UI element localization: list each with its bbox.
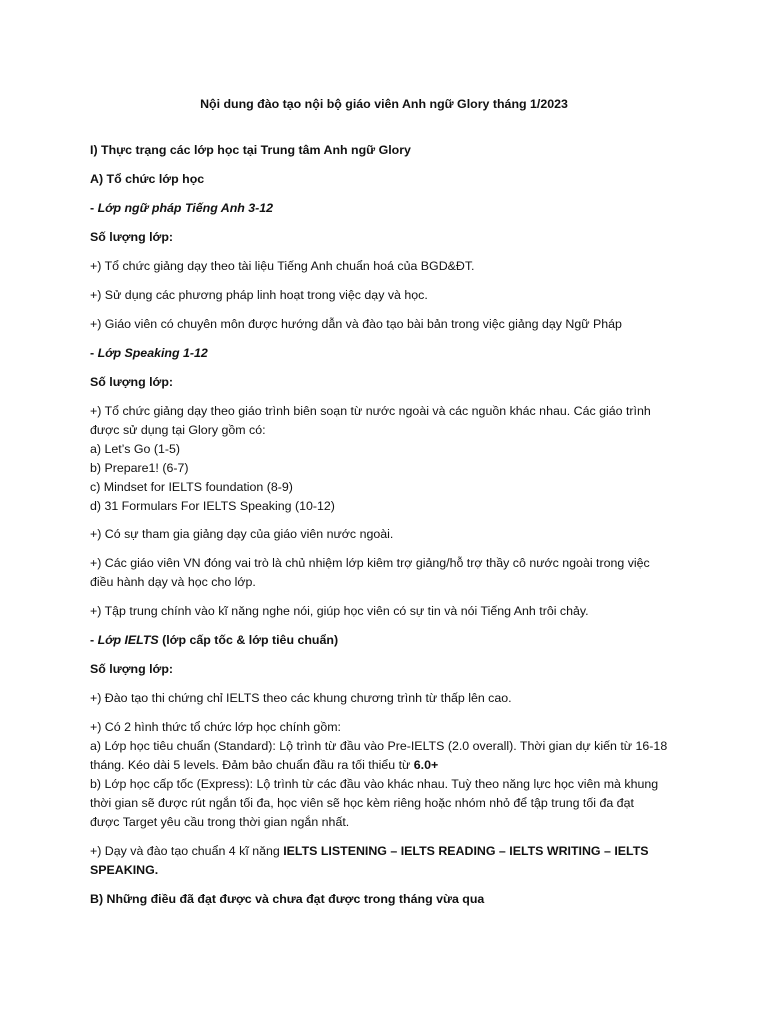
class-grammar-point-2: +) Sử dụng các phương pháp linh hoạt trong việc dạy và học. — [90, 288, 428, 302]
class-speaking-point-focus: +) Tập trung chính vào kĩ năng nghe nói, giúp học viên có sự tin và nói Tiếng Anh trôi chảy. — [90, 604, 589, 618]
class-ielts-standard-line-2 — [90, 756, 690, 775]
class-grammar-count-label: Số lượng lớp: — [90, 230, 174, 244]
dash: - — [90, 633, 98, 647]
book-item: d) 31 Formulars For IELTS Speaking (10-12) — [90, 499, 335, 513]
class-speaking-point-vn-line-1: +) Các giáo viên VN đóng vai trò là chủ nhiệm lớp kiêm trợ giảng/hỗ trợ thầy cô nước ngoài trong việc — [90, 556, 650, 570]
class-ielts-count-label: Số lượng lớp: — [90, 662, 174, 676]
class-grammar-point-1: +) Tổ chức giảng dạy theo tài liệu Tiếng Anh chuẩn hoá của BGD&ĐT. — [90, 259, 475, 273]
class-speaking-curriculum-line-2: được sử dụng tại Glory gồm có: — [90, 423, 266, 437]
skills-list: IELTS LISTENING – IELTS READING – IELTS WRITING – IELTS — [283, 844, 649, 858]
section-heading-b: B) Những điều đã đạt được và chưa đạt được trong tháng vừa qua — [90, 892, 485, 906]
dash: - — [90, 346, 98, 360]
book-item: c) Mindset for IELTS foundation (8-9) — [90, 480, 293, 494]
book-item: a) Let’s Go (1-5) — [90, 442, 180, 456]
class-ielts-express-line-2: thời gian sẽ được rút ngắn tối đa, học viên sẽ học kèm riêng hoặc nhóm nhỏ để tập trung tối đa đạt — [90, 796, 634, 810]
class-speaking-curriculum-line-1: +) Tổ chức giảng dạy theo giáo trình biên soạn từ nước ngoài và các nguồn khác nhau. Các giáo trình — [90, 404, 651, 418]
class-speaking-count-label: Số lượng lớp: — [90, 375, 174, 389]
skills-text: +) Dạy và đào tạo chuẩn 4 kĩ năng — [90, 844, 284, 858]
section-heading-1: I) Thực trạng các lớp học tại Trung tâm Anh ngữ Glory — [90, 143, 411, 157]
class-ielts-skills-line-1 — [90, 842, 690, 861]
class-ielts-express-line-1: b) Lớp học cấp tốc (Express): Lộ trình từ các đầu vào khác nhau. Tuỳ theo năng lực học viên mà khung — [90, 777, 659, 791]
class-grammar-point-3: +) Giáo viên có chuyên môn được hướng dẫn và đào tạo bài bản trong việc giảng dạy Ngữ Pháp — [90, 317, 622, 331]
class-speaking-point-foreign: +) Có sự tham gia giảng dạy của giáo viên nước ngoài. — [90, 527, 394, 541]
class-ielts-name: Lớp IELTS — [97, 633, 159, 647]
class-ielts-type: (lớp cấp tốc & lớp tiêu chuẩn) — [158, 633, 339, 647]
class-grammar-heading — [90, 199, 690, 218]
class-speaking-heading — [90, 344, 690, 363]
class-ielts-standard-line-1: a) Lớp học tiêu chuẩn (Standard): Lộ trình từ đầu vào Pre-IELTS (2.0 overall). Thời gian dự kiến từ 16-18 — [90, 739, 668, 753]
class-speaking-point-vn-line-2: điều hành dạy và học cho lớp. — [90, 575, 256, 589]
section-heading-a: A) Tổ chức lớp học — [90, 172, 205, 186]
document-title: Nội dung đào tạo nội bộ giáo viên Anh ngữ Glory tháng 1/2023 — [200, 97, 568, 111]
class-grammar-name: Lớp ngữ pháp Tiếng Anh 3-12 — [97, 201, 274, 215]
standard-target: 6.0+ — [413, 758, 439, 772]
class-ielts-heading — [90, 631, 690, 650]
dash: - — [90, 201, 98, 215]
class-speaking-name: Lớp Speaking 1-12 — [97, 346, 208, 360]
class-ielts-express-line-3: được Target yêu cầu trong thời gian ngắn nhất. — [90, 815, 350, 829]
class-ielts-point-forms: +) Có 2 hình thức tổ chức lớp học chính gồm: — [90, 720, 341, 734]
book-item: b) Prepare1! (6-7) — [90, 461, 189, 475]
standard-text: tháng. Kéo dài 5 levels. Đảm bảo chuẩn đầu ra tối thiểu từ — [90, 758, 414, 772]
class-ielts-point-training: +) Đào tạo thi chứng chỉ IELTS theo các khung chương trình từ thấp lên cao. — [90, 691, 512, 705]
class-ielts-skills-line-2: SPEAKING. — [90, 863, 159, 877]
